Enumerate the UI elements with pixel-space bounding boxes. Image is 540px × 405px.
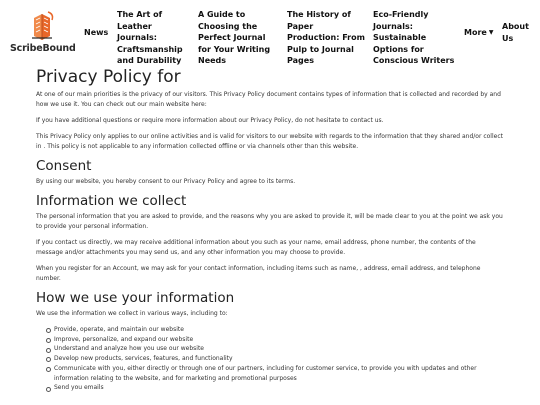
consent-paragraph: By using our website, you hereby consent to our Privacy Policy and agree to its terms. [36,178,296,185]
list-item: Provide, operate, and maintain our website [46,325,504,335]
consent-heading: Consent [36,158,92,174]
list-item: Understand and analyze how you use our website [46,344,504,354]
intro-paragraph: At one of our main priorities is the privacy of our visitors. This Privacy Policy document contains types of information that is collected and recorded by and how we use it. You can check out our main website here: [36,91,501,108]
list-item: Send you emails [46,383,504,393]
nav-more-label: More [464,28,487,37]
intro-paragraph: This Privacy Policy only applies to our online activities and is valid for visitors to our website with regards to the information that they shared and/or collect in . This policy is not applicable to any information collected offline or via channels other than this website. [36,133,503,150]
logo-text: ScribeBound [10,43,76,54]
book-logo-icon [28,10,56,42]
intro-paragraph: If you have additional questions or require more information about our Privacy Policy, do not hesitate to contact us. [36,117,384,124]
list-item: Improve, personalize, and expand our website [46,335,504,345]
collect-paragraph: If you contact us directly, we may receive additional information about you such as your name, email address, phone number, the contents of the message and/or attachments you may send us, and any other information you may choose to provide. [36,239,476,256]
collect-paragraph: The personal information that you are asked to provide, and the reasons why you are asked to provide it, will be made clear to you at the point we ask you to provide your personal information. [36,213,503,230]
list-item: Develop new products, services, features, and functionality [46,354,504,364]
nav-eco-journals[interactable]: Eco-Friendly Journals: Sustainable Options for Conscious Writers [373,10,455,65]
nav-leather-journals[interactable]: The Art of Leather Journals: Craftsmanship and Durability [117,10,183,65]
nav-more-dropdown[interactable] [464,27,493,39]
nav-news[interactable]: News [84,28,109,37]
use-intro: We use the information we collect in various ways, including to: [36,310,228,317]
use-heading: How we use your information [36,290,235,306]
site-logo[interactable] [10,10,76,58]
list-item: Communicate with you, either directly or through one of our partners, including for customer service, to provide you with updates and other information relating to the website, and for marketing and promotional purposes [46,364,504,383]
use-list [36,325,504,393]
site-header [0,0,540,64]
nav-about-us[interactable]: About Us [502,22,529,43]
nav-choosing-journal[interactable]: A Guide to Choosing the Perfect Journal for Your Writing Needs [198,10,271,65]
collect-paragraph: When you register for an Account, we may ask for your contact information, including items such as name, , address, email address, and telephone number. [36,265,481,282]
main-content [36,64,504,393]
collect-heading: Information we collect [36,193,187,209]
caret-down-icon: ▼ [488,29,494,36]
nav-paper-history[interactable]: The History of Paper Production: From Pulp to Journal Pages [287,10,365,65]
page-title: Privacy Policy for [36,67,181,87]
